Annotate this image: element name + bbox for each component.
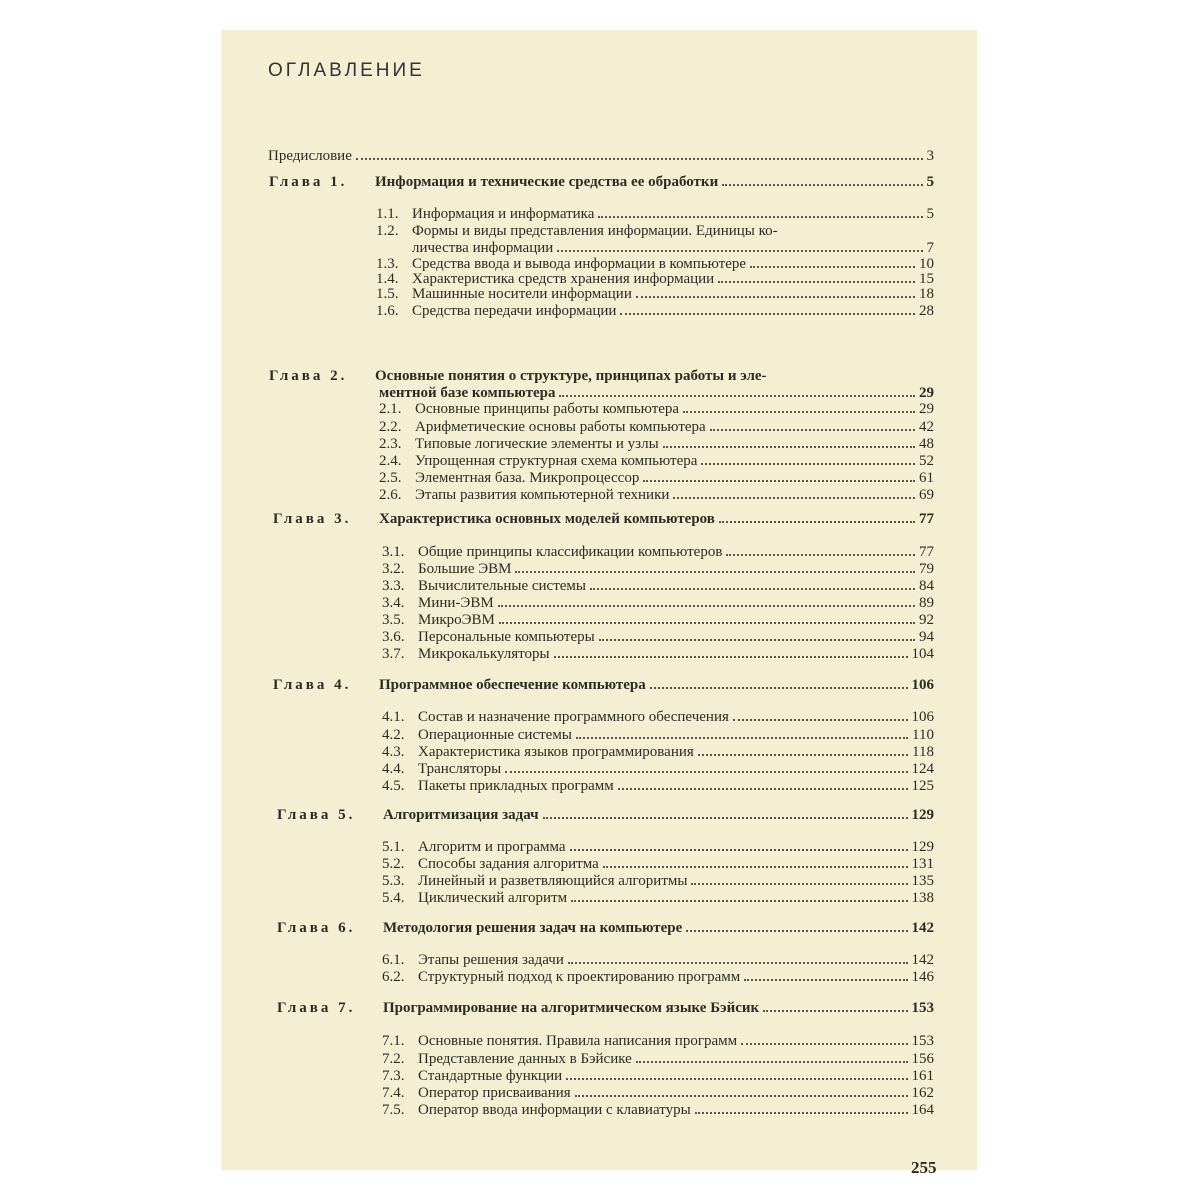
toc-row — [268, 148, 934, 165]
section-title: Стандартные функции — [418, 1068, 563, 1084]
section-title: Средства передачи информации — [412, 303, 617, 319]
toc-row — [382, 839, 934, 856]
section-number: 2.6. — [379, 487, 402, 503]
page-ref: 10 — [919, 256, 934, 272]
dot-leader — [568, 962, 908, 964]
section-title: Способы задания алгоритма — [418, 856, 599, 872]
toc-row — [273, 511, 934, 528]
page-ref: 146 — [911, 969, 934, 985]
section-title: Состав и назначение программного обеспечения — [418, 709, 729, 725]
chapter-title: Характеристика основных моделей компьютеров — [379, 511, 715, 527]
dot-leader — [763, 1010, 907, 1012]
section-title: Операционные системы — [418, 727, 572, 743]
page-ref: 28 — [919, 303, 934, 319]
dot-leader — [750, 266, 915, 268]
toc-row — [382, 969, 934, 986]
toc-row — [382, 646, 934, 663]
page-ref: 164 — [911, 1102, 934, 1118]
section-number: 1.1. — [376, 206, 399, 222]
page-ref: 106 — [911, 709, 934, 725]
section-title: Типовые логические элементы и узлы — [415, 436, 659, 452]
section-number: 3.2. — [382, 561, 405, 577]
section-title: Этапы развития компьютерной техники — [415, 487, 670, 503]
page-ref: 7 — [926, 240, 934, 256]
section-number: 2.1. — [379, 401, 402, 417]
section-number: 1.3. — [376, 256, 399, 272]
section-number: 1.4. — [376, 271, 399, 287]
dot-leader — [571, 900, 907, 902]
chapter-title: Методология решения задач на компьютере — [383, 920, 683, 936]
dot-leader — [643, 480, 915, 482]
dot-leader — [719, 521, 915, 523]
page-ref: 142 — [911, 920, 934, 936]
page-ref: 3 — [926, 148, 934, 164]
toc-row — [382, 595, 934, 612]
dot-leader — [566, 1078, 907, 1080]
dot-leader — [543, 817, 908, 819]
dot-leader — [576, 737, 908, 739]
chapter-label: Глава 2. — [269, 368, 348, 384]
toc-row — [382, 890, 934, 907]
page-ref: 135 — [911, 873, 934, 889]
toc-row — [269, 368, 767, 385]
dot-leader — [722, 184, 922, 186]
section-title: Представление данных в Бэйсике — [418, 1051, 632, 1067]
dot-leader — [695, 1112, 908, 1114]
page-ref: 18 — [919, 286, 934, 302]
section-number: 2.4. — [379, 453, 402, 469]
section-title: Элементная база. Микропроцессор — [415, 470, 640, 486]
dot-leader — [718, 281, 915, 283]
dot-leader — [498, 605, 915, 607]
section-title: МикроЭВМ — [418, 612, 495, 628]
toc-row — [382, 1068, 934, 1085]
section-title: Структурный подход к проектированию программ — [418, 969, 741, 985]
section-number: 2.3. — [379, 436, 402, 452]
toc-row — [277, 920, 934, 937]
section-number: 2.5. — [379, 470, 402, 486]
section-number: 4.1. — [382, 709, 405, 725]
page-ref: 110 — [912, 727, 934, 743]
toc-row — [379, 401, 934, 418]
toc-row — [382, 761, 934, 778]
page-ref: 162 — [911, 1085, 934, 1101]
section-number: 3.4. — [382, 595, 405, 611]
dot-leader — [726, 554, 915, 556]
section-title: Большие ЭВМ — [418, 561, 512, 577]
section-number: 4.3. — [382, 744, 405, 760]
toc-row — [382, 612, 934, 629]
toc-row — [382, 709, 934, 726]
section-title: Основные принципы работы компьютера — [415, 401, 680, 417]
chapter-label: Глава 4. — [273, 677, 352, 693]
chapter-title: Программное обеспечение компьютера — [379, 677, 646, 693]
dot-leader — [554, 656, 908, 658]
toc-row — [382, 778, 934, 795]
toc-row — [382, 544, 934, 561]
toc-row — [382, 1102, 934, 1119]
section-number: 1.2. — [376, 223, 399, 239]
chapter-title: Программирование на алгоритмическом языке Бэйсик — [383, 1000, 760, 1016]
toc-row — [379, 419, 934, 436]
section-number: 3.3. — [382, 578, 405, 594]
section-number: 7.2. — [382, 1051, 405, 1067]
toc-row — [382, 1033, 934, 1050]
toc-row — [382, 1085, 934, 1102]
section-number: 5.4. — [382, 890, 405, 906]
dot-leader — [744, 979, 907, 981]
dot-leader — [356, 158, 923, 160]
chapter-label: Глава 1. — [269, 174, 348, 190]
toc-row — [273, 677, 934, 694]
chapter-title: Алгоритмизация задач — [383, 807, 539, 823]
page-ref: 131 — [911, 856, 934, 872]
page-ref: 48 — [919, 436, 934, 452]
page-ref: 69 — [919, 487, 934, 503]
section-number: 5.1. — [382, 839, 405, 855]
section-number: 1.6. — [376, 303, 399, 319]
page-ref: 42 — [919, 419, 934, 435]
section-title: Характеристика средств хранения информации — [412, 271, 715, 287]
toc-row — [379, 436, 934, 453]
dot-leader — [620, 313, 915, 315]
section-title: Упрощенная структурная схема компьютера — [415, 453, 698, 469]
section-number: 3.6. — [382, 629, 405, 645]
dot-leader — [618, 788, 908, 790]
toc-row — [376, 206, 934, 223]
section-title: Микрокалькуляторы — [418, 646, 550, 662]
section-title: Персональные компьютеры — [418, 629, 595, 645]
section-title: Характеристика языков программирования — [418, 744, 694, 760]
dot-leader — [673, 497, 915, 499]
dot-leader — [557, 250, 922, 252]
page-ref: 84 — [919, 578, 934, 594]
dot-leader — [499, 622, 915, 624]
toc-row — [412, 240, 934, 257]
section-title: Этапы решения задачи — [418, 952, 564, 968]
dot-leader — [515, 571, 915, 573]
section-number: 4.4. — [382, 761, 405, 777]
section-title: Вычислительные системы — [418, 578, 587, 594]
section-number: 3.1. — [382, 544, 405, 560]
toc-row — [379, 453, 934, 470]
section-number: 3.5. — [382, 612, 405, 628]
section-number: 4.2. — [382, 727, 405, 743]
toc-row — [376, 223, 778, 240]
page-ref: 89 — [919, 595, 934, 611]
page-ref: 77 — [919, 511, 934, 527]
dot-leader — [505, 771, 907, 773]
page-ref: 156 — [911, 1051, 934, 1067]
chapter-label: Глава 3. — [273, 511, 352, 527]
section-title: Трансляторы — [418, 761, 502, 777]
dot-leader — [650, 687, 908, 689]
section-title: Мини-ЭВМ — [418, 595, 494, 611]
section-number: 4.5. — [382, 778, 405, 794]
section-number: 1.5. — [376, 286, 399, 302]
dot-leader — [710, 429, 915, 431]
page-ref: 5 — [926, 206, 934, 222]
page-ref: 129 — [911, 839, 934, 855]
page-ref: 92 — [919, 612, 934, 628]
page-heading: ОГЛАВЛЕНИЕ — [268, 60, 425, 81]
page-number: 255 — [911, 1158, 937, 1177]
page-ref: 79 — [919, 561, 934, 577]
dot-leader — [686, 930, 907, 932]
page-ref: 94 — [919, 629, 934, 645]
section-number: 2.2. — [379, 419, 402, 435]
page-ref: 104 — [911, 646, 934, 662]
section-number: 7.1. — [382, 1033, 405, 1049]
dot-leader — [701, 463, 915, 465]
section-number: 7.3. — [382, 1068, 405, 1084]
section-title: Пакеты прикладных программ — [418, 778, 614, 794]
page-ref: 29 — [919, 385, 934, 401]
section-title: Циклический алгоритм — [418, 890, 568, 906]
toc-row — [382, 744, 934, 761]
page-ref: 129 — [911, 807, 934, 823]
dot-leader — [733, 719, 908, 721]
toc-row — [382, 873, 934, 890]
chapter-title: Основные понятия о структуре, принципах работы и эле- — [375, 368, 767, 384]
section-title: Оператор ввода информации с клавиатуры — [418, 1102, 691, 1118]
chapter-title-continued: ментной базе компьютера — [379, 385, 556, 401]
table-of-contents — [221, 30, 977, 1170]
toc-row — [379, 385, 934, 402]
page-ref: 52 — [919, 453, 934, 469]
dot-leader — [683, 411, 915, 413]
section-title: Арифметические основы работы компьютера — [415, 419, 706, 435]
dot-leader — [599, 639, 915, 641]
page-ref: 5 — [926, 174, 934, 190]
toc-row — [379, 470, 934, 487]
section-number: 3.7. — [382, 646, 405, 662]
page-ref: 61 — [919, 470, 934, 486]
dot-leader — [590, 588, 915, 590]
toc-row — [376, 286, 934, 303]
toc-row — [277, 807, 934, 824]
page-ref: 106 — [911, 677, 934, 693]
section-number: 5.3. — [382, 873, 405, 889]
dot-leader — [559, 395, 915, 397]
page-ref: 29 — [919, 401, 934, 417]
section-title: Алгоритм и программа — [418, 839, 566, 855]
section-title: Машинные носители информации — [412, 286, 632, 302]
page-ref: 138 — [911, 890, 934, 906]
dot-leader — [663, 446, 915, 448]
dot-leader — [570, 849, 908, 851]
dot-leader — [575, 1095, 908, 1097]
section-title: Основные понятия. Правила написания программ — [418, 1033, 738, 1049]
chapter-label: Глава 7. — [277, 1000, 356, 1016]
section-title: Средства ввода и вывода информации в компьютере — [412, 256, 747, 272]
section-number: 6.2. — [382, 969, 405, 985]
section-number: 7.4. — [382, 1085, 405, 1101]
chapter-title: Информация и технические средства ее обработки — [375, 174, 719, 190]
page-ref: 77 — [919, 544, 934, 560]
page-ref: 153 — [911, 1000, 934, 1016]
section-title: Информация и информатика — [412, 206, 595, 222]
section-number: 5.2. — [382, 856, 405, 872]
book-page — [221, 30, 977, 1177]
toc-row — [382, 629, 934, 646]
page-ref: 161 — [911, 1068, 934, 1084]
chapter-label: Глава 6. — [277, 920, 356, 936]
section-title: Формы и виды представления информации. Единицы ко- — [412, 223, 778, 239]
dot-leader — [741, 1043, 907, 1045]
toc-row — [382, 561, 934, 578]
page-ref: 153 — [911, 1033, 934, 1049]
preface-title: Предисловие — [268, 148, 352, 164]
toc-row — [382, 727, 934, 744]
toc-row — [379, 487, 934, 504]
dot-leader — [698, 754, 908, 756]
dot-leader — [636, 296, 915, 298]
section-title: Оператор присваивания — [418, 1085, 571, 1101]
toc-row — [376, 303, 934, 320]
dot-leader — [636, 1061, 908, 1063]
page-ref: 142 — [911, 952, 934, 968]
section-title: Общие принципы классификации компьютеров — [418, 544, 723, 560]
page-ref: 118 — [912, 744, 934, 760]
toc-row — [382, 1051, 934, 1068]
toc-row — [277, 1000, 934, 1017]
section-title-continued: личества информации — [412, 240, 554, 256]
toc-row — [382, 578, 934, 595]
toc-row — [269, 174, 934, 191]
dot-leader — [691, 883, 907, 885]
page-ref: 15 — [919, 271, 934, 287]
section-number: 7.5. — [382, 1102, 405, 1118]
toc-row — [382, 952, 934, 969]
page-ref: 124 — [911, 761, 934, 777]
chapter-label: Глава 5. — [277, 807, 356, 823]
dot-leader — [598, 216, 922, 218]
toc-row — [382, 856, 934, 873]
section-title: Линейный и разветвляющийся алгоритмы — [418, 873, 688, 889]
section-number: 6.1. — [382, 952, 405, 968]
page-ref: 125 — [911, 778, 934, 794]
dot-leader — [603, 866, 908, 868]
